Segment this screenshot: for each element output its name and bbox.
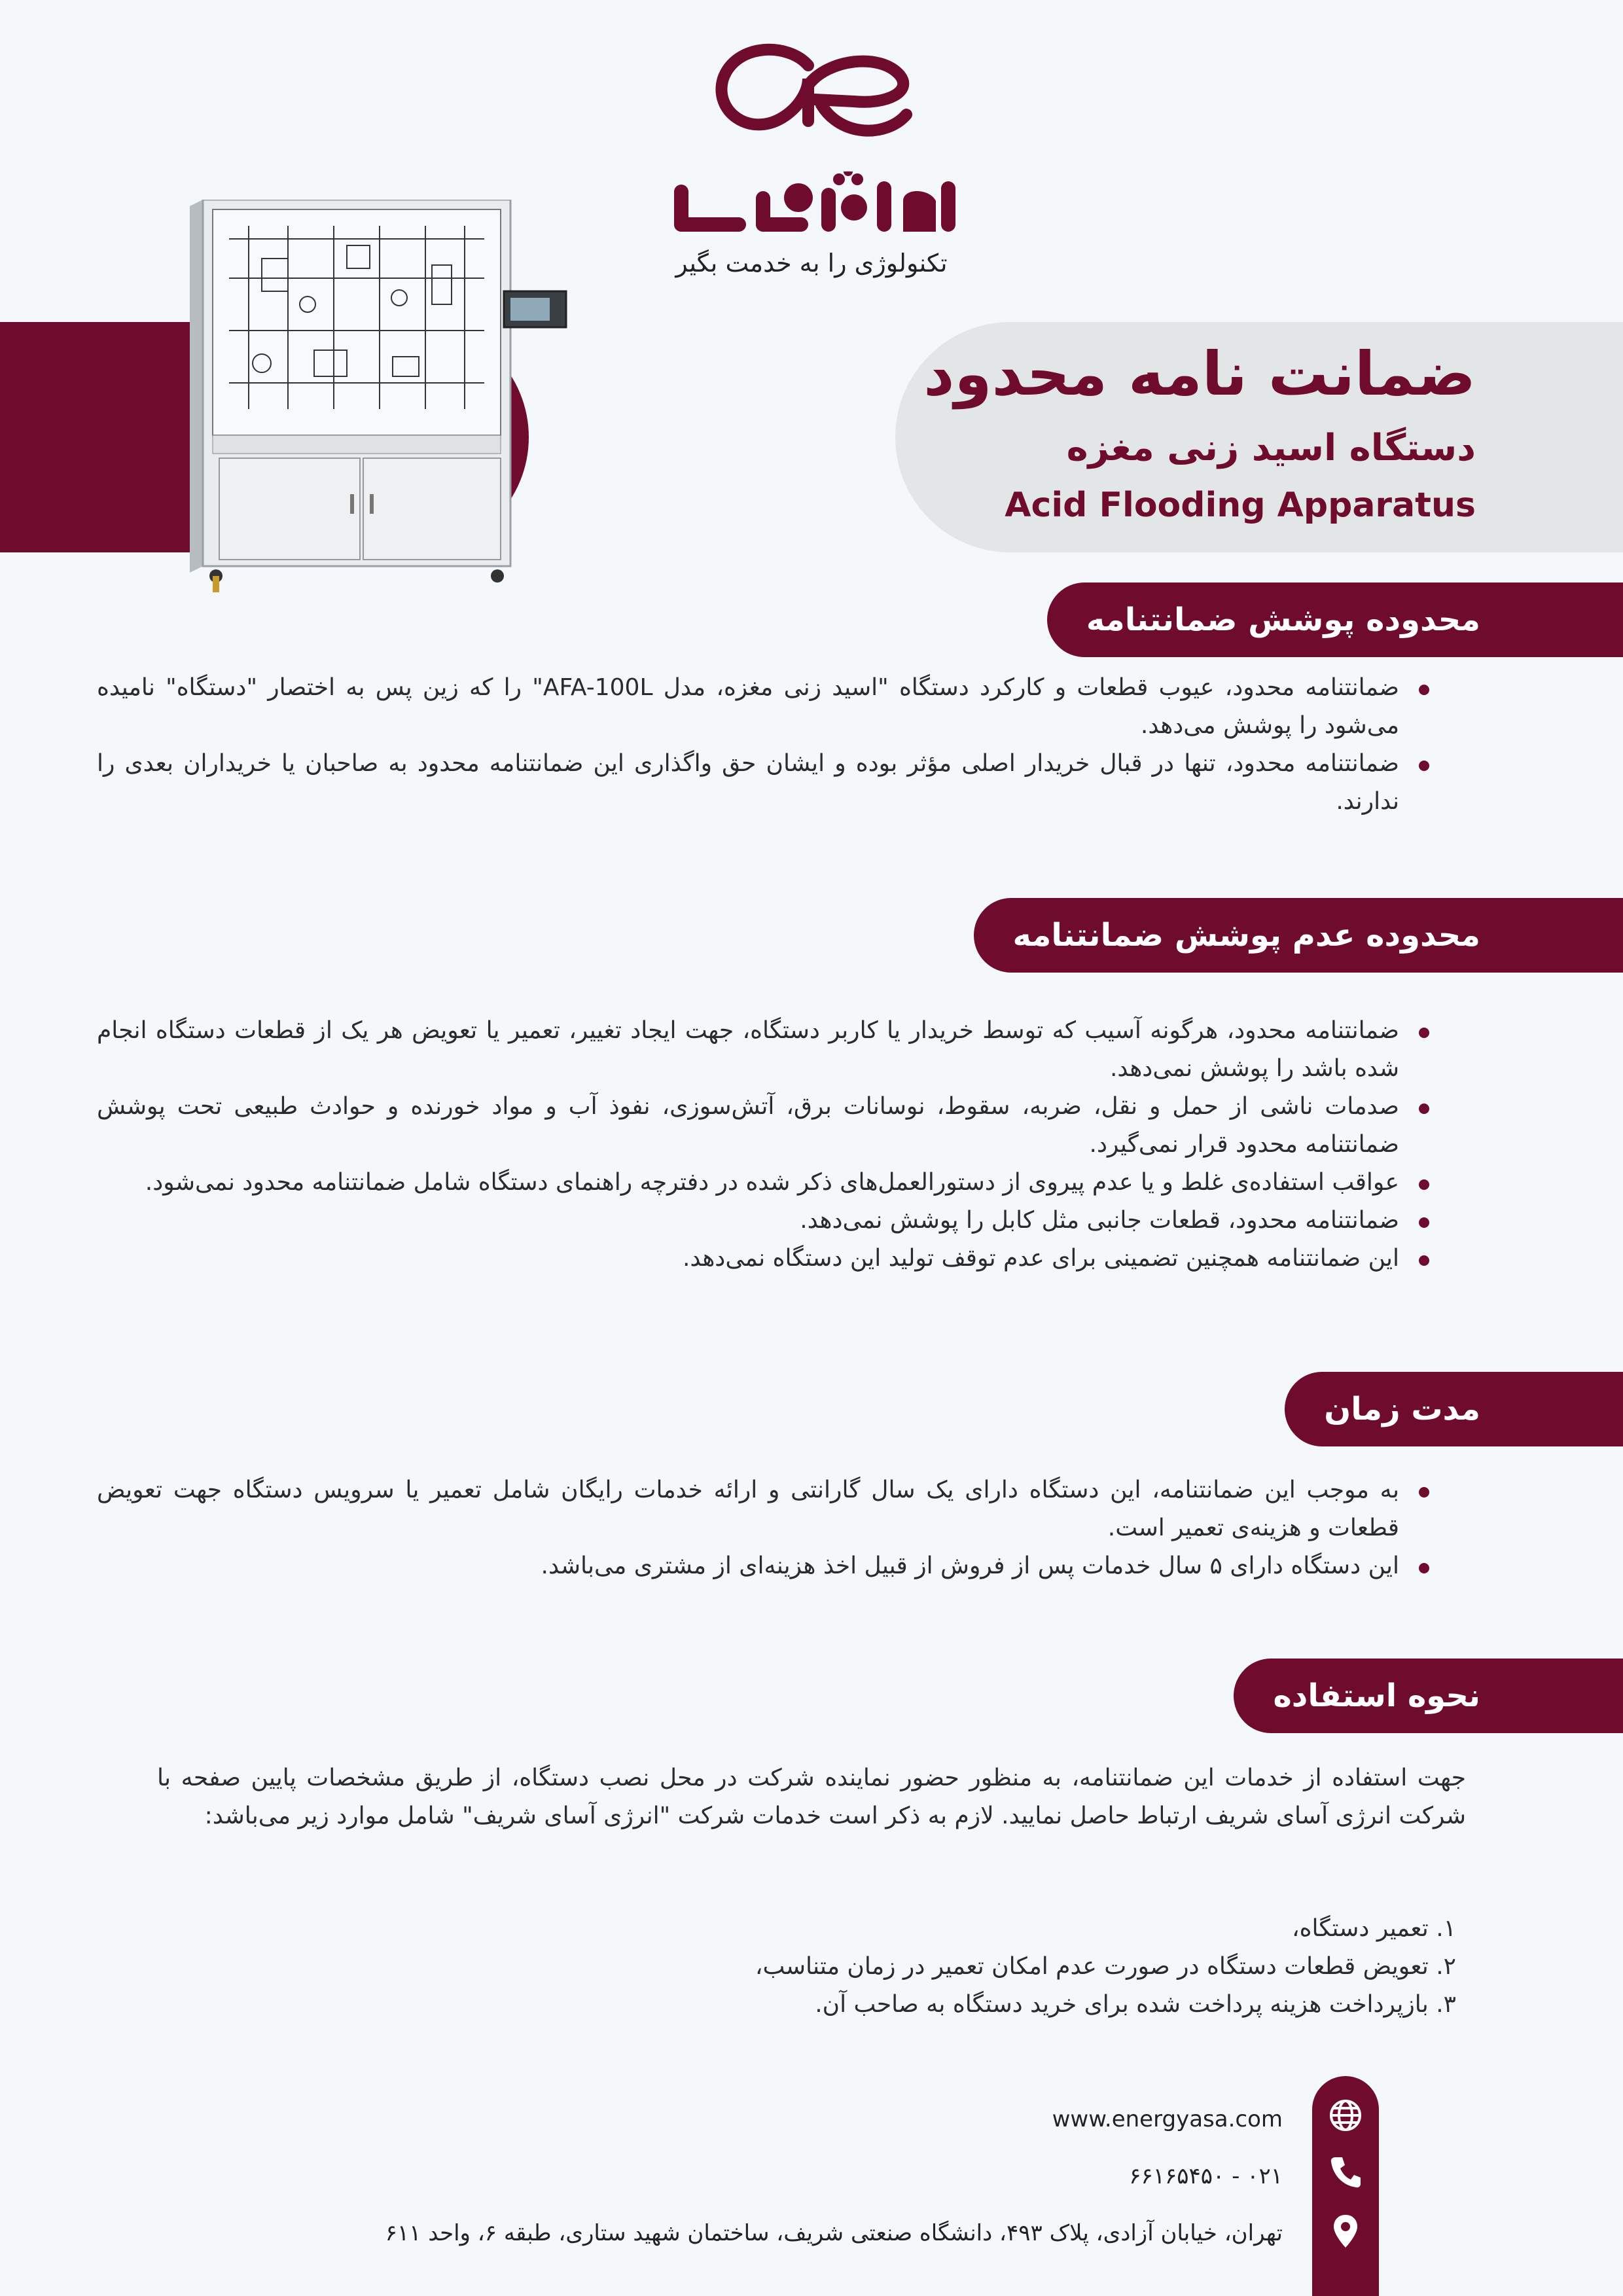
list-item: به موجب این ضمانتنامه، این دستگاه دارای یک سال گارانتی و ارائه خدمات رایگان شامل تعمیر یا سرویس دستگاه جهت تعویض قطعات و هزینه‌ی تعمیر است. [97,1471,1432,1547]
footer-phone[interactable]: ۰۲۱ - ۶۶۱۶۵۴۵۰ [1129,2163,1283,2189]
usage-steps [409,1910,1456,2024]
page-subtitle-en: Acid Flooding Apparatus [1005,486,1476,525]
list-item: ضمانتنامه محدود، تنها در قبال خریدار اصلی مؤثر بوده و ایشان حق واگذاری این ضمانتنامه محدود به صاحبان یا خریداران بعدی را ندارند. [97,745,1432,821]
duration-list [97,1471,1432,1585]
logo-slogan: تکنولوژی را به خدمت بگیر [675,249,948,278]
logo-wordmark [668,171,955,243]
logo-mark [710,39,919,151]
list-item: صدمات ناشی از حمل و نقل، ضربه، سقوط، نوسانات برق، آتش‌سوزی، نفوذ آب و مواد خورنده و حوادث طبیعی تحت پوشش ضمانتنامه محدود قرار نمی‌گیرد. [97,1088,1432,1164]
footer-address: تهران، خیابان آزادی، پلاک ۴۹۳، دانشگاه صنعتی شریف، ساختمان شهید ستاری، طبقه ۶، واحد ۶۱۱ [385,2220,1283,2246]
phone-icon [1327,2153,1364,2191]
list-item: ۲. تعویض قطعات دستگاه در صورت عدم امکان تعمیر در زمان متناسب، [755,1953,1456,1980]
list-item: ضمانتنامه محدود، قطعات جانبی مثل کابل را پوشش نمی‌دهد. [97,1202,1432,1240]
exclusions-list [97,1012,1432,1278]
list-item: ۳. بازپرداخت هزینه پرداخت شده برای خرید دستگاه به صاحب آن. [815,1991,1456,2018]
usage-paragraph: جهت استفاده از خدمات این ضمانتنامه، به منظور حضور نماینده شرکت در محل نصب دستگاه، از طریق مشخصات پایین صفحه با شرکت انرژی آسای شریف ارتباط حاصل نمایید. لازم به ذکر است خدمات شرکت "انرژی آسای شریف" شامل موارد زیر می‌باشد: [157,1765,1466,1829]
section-heading-exclusions: محدوده عدم پوشش ضمانتنامه [974,898,1623,973]
section-heading-coverage: محدوده پوشش ضمانتنامه [1047,583,1623,657]
page-title: ضمانت نامه محدود [923,339,1476,409]
location-pin-icon [1327,2212,1364,2250]
device-image [183,200,576,605]
footer-website[interactable]: www.energyasa.com [1052,2106,1283,2132]
coverage-list [97,669,1432,821]
list-item: ۱. تعمیر دستگاه، [1292,1915,1456,1942]
list-item: ضمانتنامه محدود، عیوب قطعات و کارکرد دستگاه "اسید زنی مغزه، مدل AFA-100L" را که زین پس به اختصار "دستگاه" نامیده می‌شود را پوشش می‌دهد. [97,669,1432,745]
page-subtitle: دستگاه اسید زنی مغزه [1066,427,1476,469]
globe-icon [1327,2096,1364,2134]
section-heading-usage: نحوه استفاده [1234,1659,1623,1733]
list-item: این ضمانتنامه همچنین تضمینی برای عدم توقف تولید این دستگاه نمی‌دهد. [97,1240,1432,1278]
list-item: ضمانتنامه محدود، هرگونه آسیب که توسط خریدار یا کاربر دستگاه، جهت ایجاد تغییر، تعمیر یا تعویض هر یک از قطعات دستگاه انجام شده باشد را پوشش نمی‌دهد. [97,1012,1432,1088]
section-heading-duration: مدت زمان [1285,1372,1623,1446]
list-item: این دستگاه دارای ۵ سال خدمات پس از فروش از قبیل اخذ هزینه‌ای از مشتری می‌باشد. [97,1547,1432,1585]
list-item: عواقب استفاده‌ی غلط و یا عدم پیروی از دستورالعمل‌های ذکر شده در دفترچه راهنمای دستگاه شامل ضمانتنامه محدود نمی‌شود. [97,1164,1432,1202]
